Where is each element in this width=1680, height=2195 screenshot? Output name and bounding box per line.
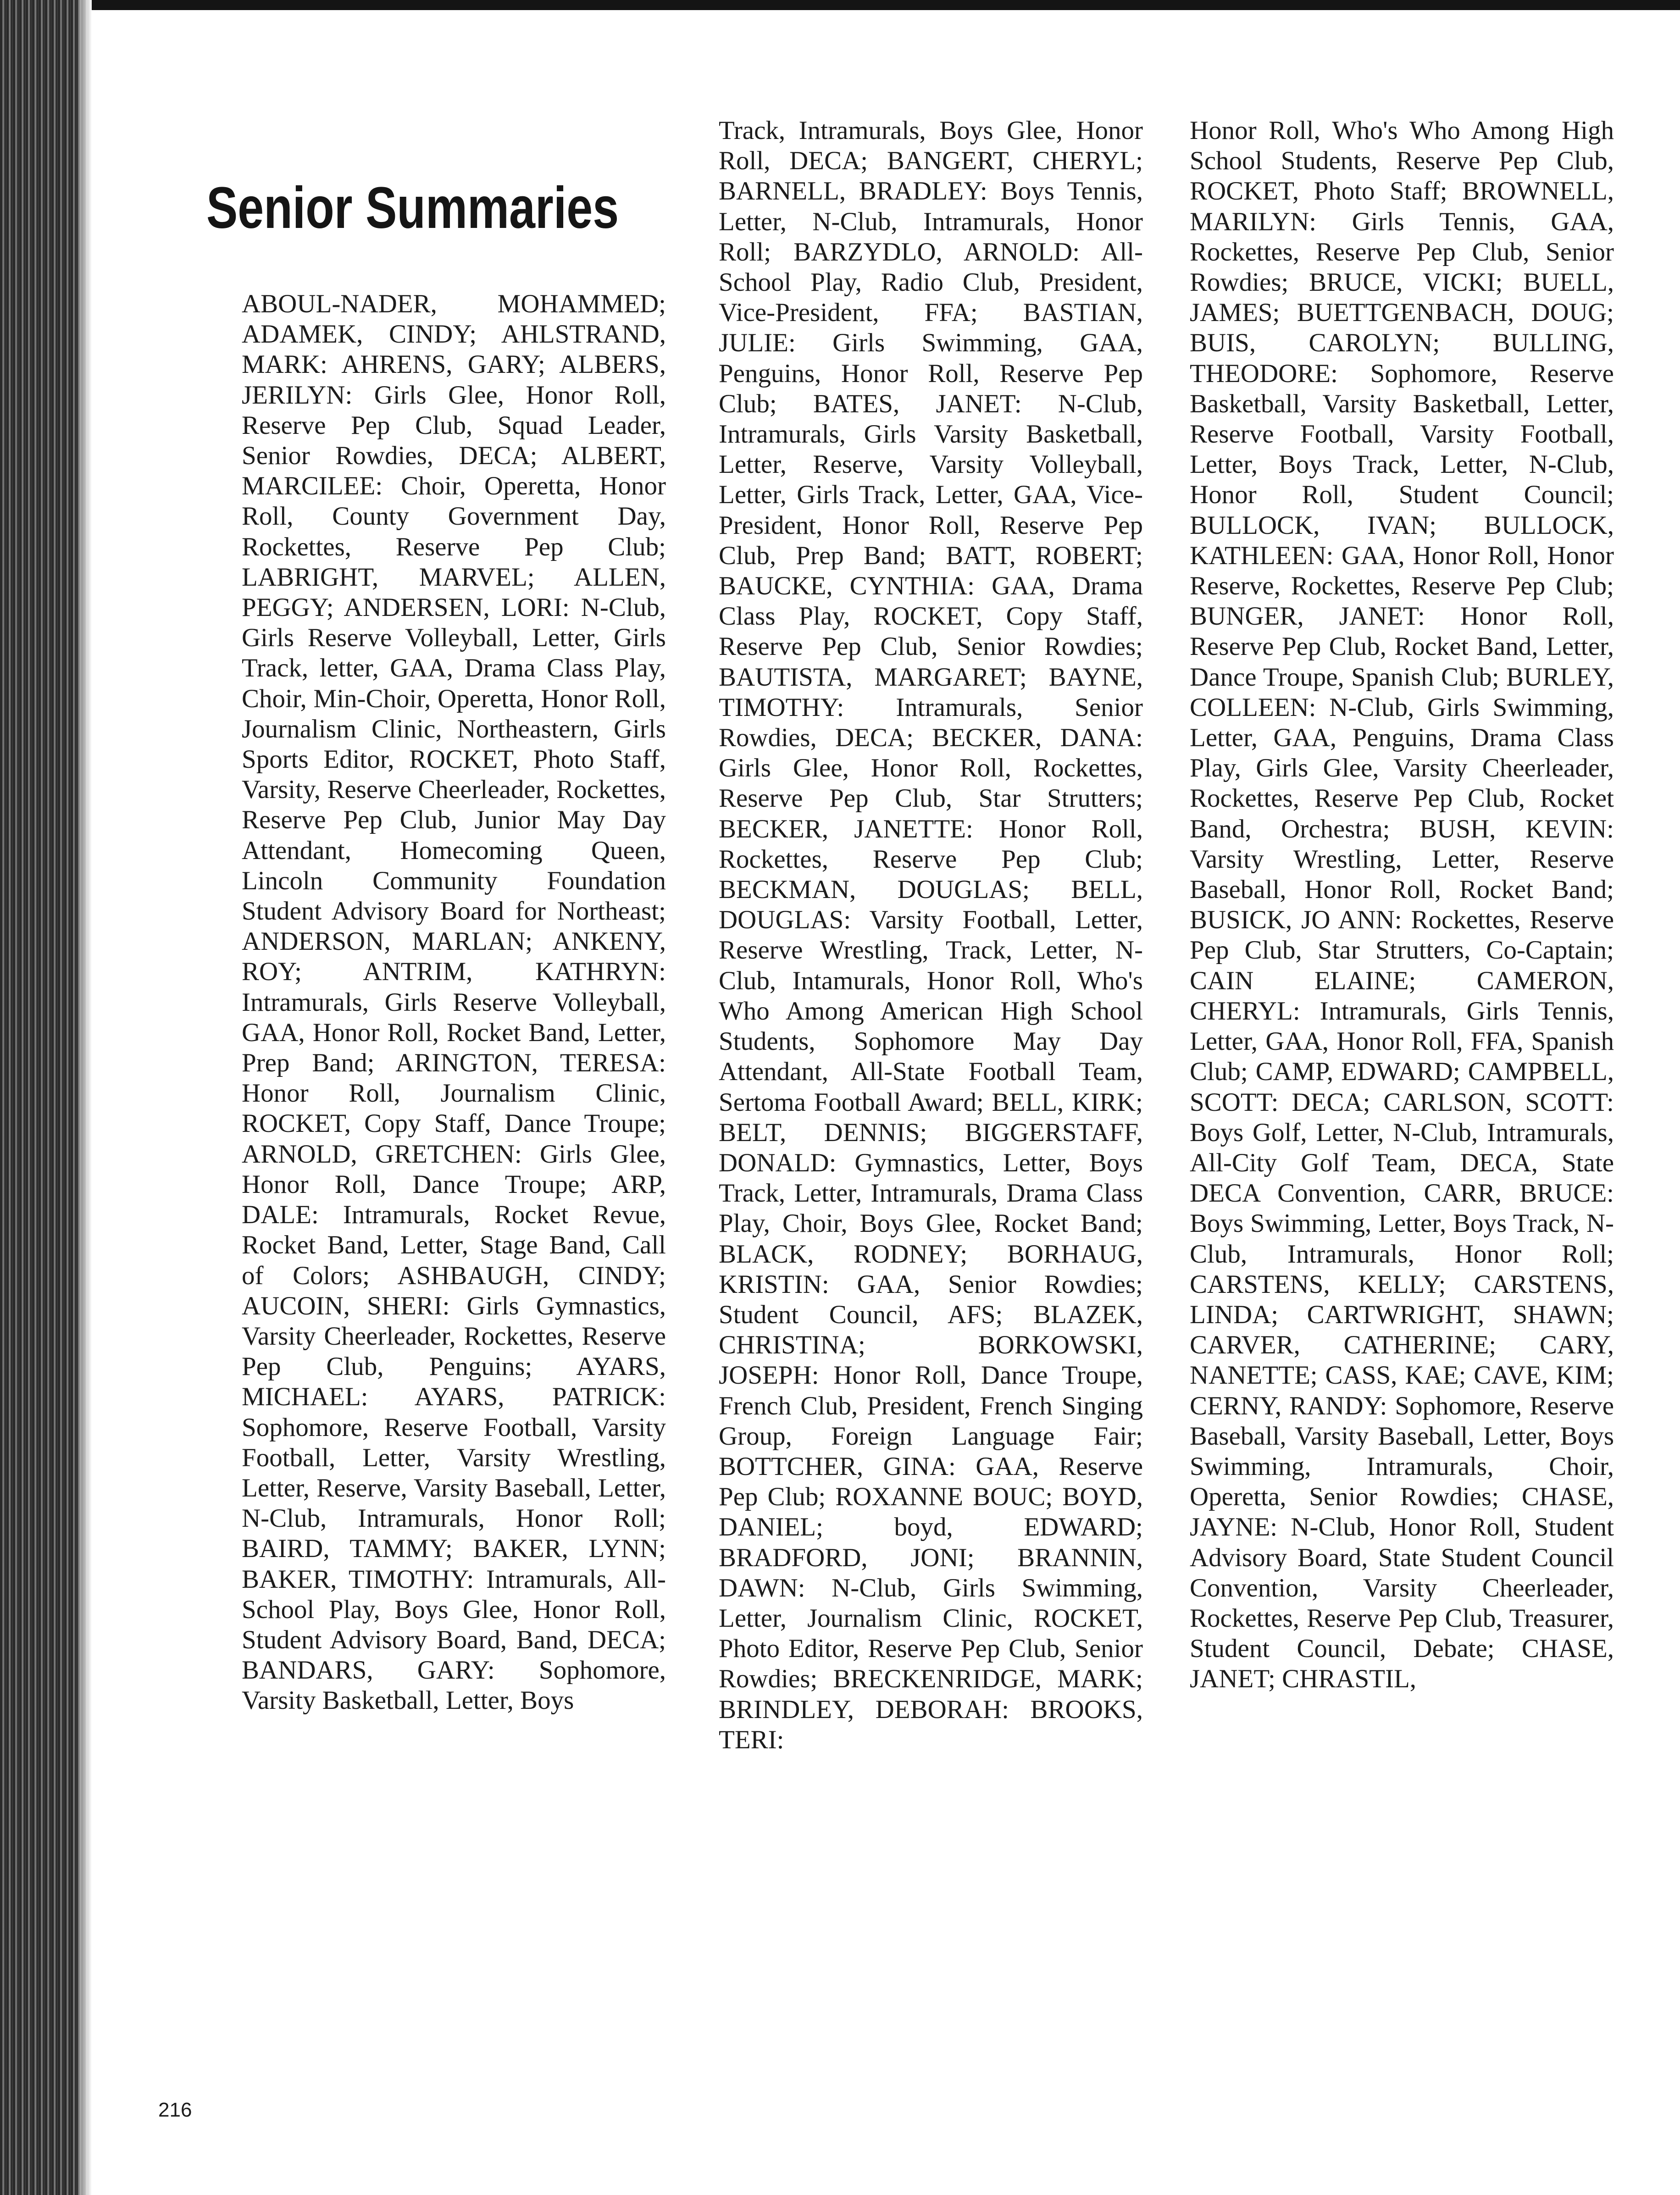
page-number: 216 [158,2099,192,2121]
section-title: Senior Summaries [206,175,619,241]
text-column-2: Track, Intramurals, Boys Glee, Honor Roll, DECA; BANGERT, CHERYL; BARNELL, BRADLEY: Boys Tennis, Letter, N-Club, Intramurals, Honor Roll; BARZYDLO, ARNOLD: All-School Play, Radio Club, President, Vice-President, FFA; BASTIAN, JULIE: Girls Swimming, GAA, Penguins, Honor Roll, Reserve Pep Club; BATES, JANET: N-Club, Intramurals, Girls Varsity Basketball, Letter, Reserve, Varsity Volleyball, Letter, Girls Track, Letter, GAA, Vice-President, Honor Roll, Reserve Pep Club, Prep Band; BATT, ROBERT; BAUCKE, CYNTHIA: GAA, Drama Class Play, ROCKET, Copy Staff, Reserve Pep Club, Senior Rowdies; BAUTISTA, MARGARET; BAYNE, TIMOTHY: Intramurals, Senior Rowdies, DECA; BECKER, DANA: Girls Glee, Honor Roll, Rockettes, Reserve Pep Club, Star Strutters; BECKER, JANETTE: Honor Roll, Rockettes, Reserve Pep Club; BECKMAN, DOUGLAS; BELL, DOUGLAS: Varsity Football, Letter, Reserve Wrestling, Track, Letter, N-Club, Intamurals, Honor Roll, Who's Who Among American High School Students, Sophomore May Day Attendant, All-State Football Team, Sertoma Football Award; BELL, KIRK; BELT, DENNIS; BIGGERSTAFF, DONALD: Gymnastics, Letter, Boys Track, Letter, Intramurals, Drama Class Play, Choir, Boys Glee, Rocket Band; BLACK, RODNEY; BORHAUG, KRISTIN: GAA, Senior Rowdies; Student Council, AFS; BLAZEK, CHRISTINA; BORKOWSKI, JOSEPH: Honor Roll, Dance Troupe, French Club, President, French Singing Group, Foreign Language Fair; BOTTCHER, GINA: GAA, Reserve Pep Club; ROXANNE BOUC; BOYD, DANIEL; boyd, EDWARD; BRADFORD, JONI; BRANNIN, DAWN: N-Club, Girls Swimming, Letter, Journalism Clinic, ROCKET, Photo Editor, Reserve Pep Club, Senior Rowdies; BRECKENRIDGE, MARK; BRINDLEY, DEBORAH: BROOKS, TERI: [719,116,1143,1754]
text-column-1: ABOUL-NADER, MOHAMMED; ADAMEK, CINDY; AHLSTRAND, MARK: AHRENS, GARY; ALBERS, JERILYN: Girls Glee, Honor Roll, Reserve Pep Club, Squad Leader, Senior Rowdies, DECA; ALBERT, MARCILEE: Choir, Operetta, Honor Roll, County Government Day, Rockettes, Reserve Pep Club; LABRIGHT, MARVEL; ALLEN, PEGGY; ANDERSEN, LORI: N-Club, Girls Reserve Volleyball, Letter, Girls Track, letter, GAA, Drama Class Play, Choir, Min-Choir, Operetta, Honor Roll, Journalism Clinic, Northeastern, Girls Sports Editor, ROCKET, Photo Staff, Varsity, Reserve Cheerleader, Rockettes, Reserve Pep Club, Junior May Day Attendant, Homecoming Queen, Lincoln Community Foundation Student Advisory Board for Northeast; ANDERSON, MARLAN; ANKENY, ROY; ANTRIM, KATHRYN: Intramurals, Girls Reserve Volleyball, GAA, Honor Roll, Rocket Band, Letter, Prep Band; ARINGTON, TERESA: Honor Roll, Journalism Clinic, ROCKET, Copy Staff, Dance Troupe; ARNOLD, GRETCHEN: Girls Glee, Honor Roll, Dance Troupe; ARP, DALE: Intramurals, Rocket Revue, Rocket Band, Letter, Stage Band, Call of Colors; ASHBAUGH, CINDY; AUCOIN, SHERI: Girls Gymnastics, Varsity Cheerleader, Rockettes, Reserve Pep Club, Penguins; AYARS, MICHAEL: AYARS, PATRICK: Sophomore, Reserve Football, Varsity Football, Letter, Varsity Wrestling, Letter, Reserve, Varsity Baseball, Letter, N-Club, Intramurals, Honor Roll; BAIRD, TAMMY; BAKER, LYNN; BAKER, TIMOTHY: Intramurals, All-School Play, Boys Glee, Honor Roll, Student Advisory Board, Band, DECA; BANDARS, GARY: Sophomore, Varsity Basketball, Letter, Boys [242,289,666,1715]
book-binding-edge [0,0,92,2195]
page-top-edge [0,0,1680,10]
text-column-3: Honor Roll, Who's Who Among High School Students, Reserve Pep Club, ROCKET, Photo Staff; BROWNELL, MARILYN: Girls Tennis, GAA, Rockettes, Reserve Pep Club, Senior Rowdies; BRUCE, VICKI; BUELL, JAMES; BUETTGENBACH, DOUG; BUIS, CAROLYN; BULLING, THEODORE: Sophomore, Reserve Basketball, Varsity Basketball, Letter, Reserve Football, Varsity Football, Letter, Boys Track, Letter, N-Club, Honor Roll, Student Council; BULLOCK, IVAN; BULLOCK, KATHLEEN: GAA, Honor Roll, Honor Reserve, Rockettes, Reserve Pep Club; BUNGER, JANET: Honor Roll, Reserve Pep Club, Rocket Band, Letter, Dance Troupe, Spanish Club; BURLEY, COLLEEN: N-Club, Girls Swimming, Letter, GAA, Penguins, Drama Class Play, Girls Glee, Varsity Cheerleader, Rockettes, Reserve Pep Club, Rocket Band, Orchestra; BUSH, KEVIN: Varsity Wrestling, Letter, Reserve Baseball, Honor Roll, Rocket Band; BUSICK, JO ANN: Rockettes, Reserve Pep Club, Star Strutters, Co-Captain; CAIN ELAINE; CAMERON, CHERYL: Intramurals, Girls Tennis, Letter, GAA, Honor Roll, FFA, Spanish Club; CAMP, EDWARD; CAMPBELL, SCOTT: DECA; CARLSON, SCOTT: Boys Golf, Letter, N-Club, Intramurals, All-City Golf Team, DECA, State DECA Convention, CARR, BRUCE: Boys Swimming, Letter, Boys Track, N-Club, Intramurals, Honor Roll; CARSTENS, KELLY; CARSTENS, LINDA; CARTWRIGHT, SHAWN; CARVER, CATHERINE; CARY, NANETTE; CASS, KAE; CAVE, KIM; CERNY, RANDY: Sophomore, Reserve Baseball, Varsity Baseball, Letter, Boys Swimming, Intramurals, Choir, Operetta, Senior Rowdies; CHASE, JAYNE: N-Club, Honor Roll, Student Advisory Board, State Student Council Convention, Varsity Cheerleader, Rockettes, Reserve Pep Club, Treasurer, Student Council, Debate; CHASE, JANET; CHRASTIL, [1190,116,1614,1694]
